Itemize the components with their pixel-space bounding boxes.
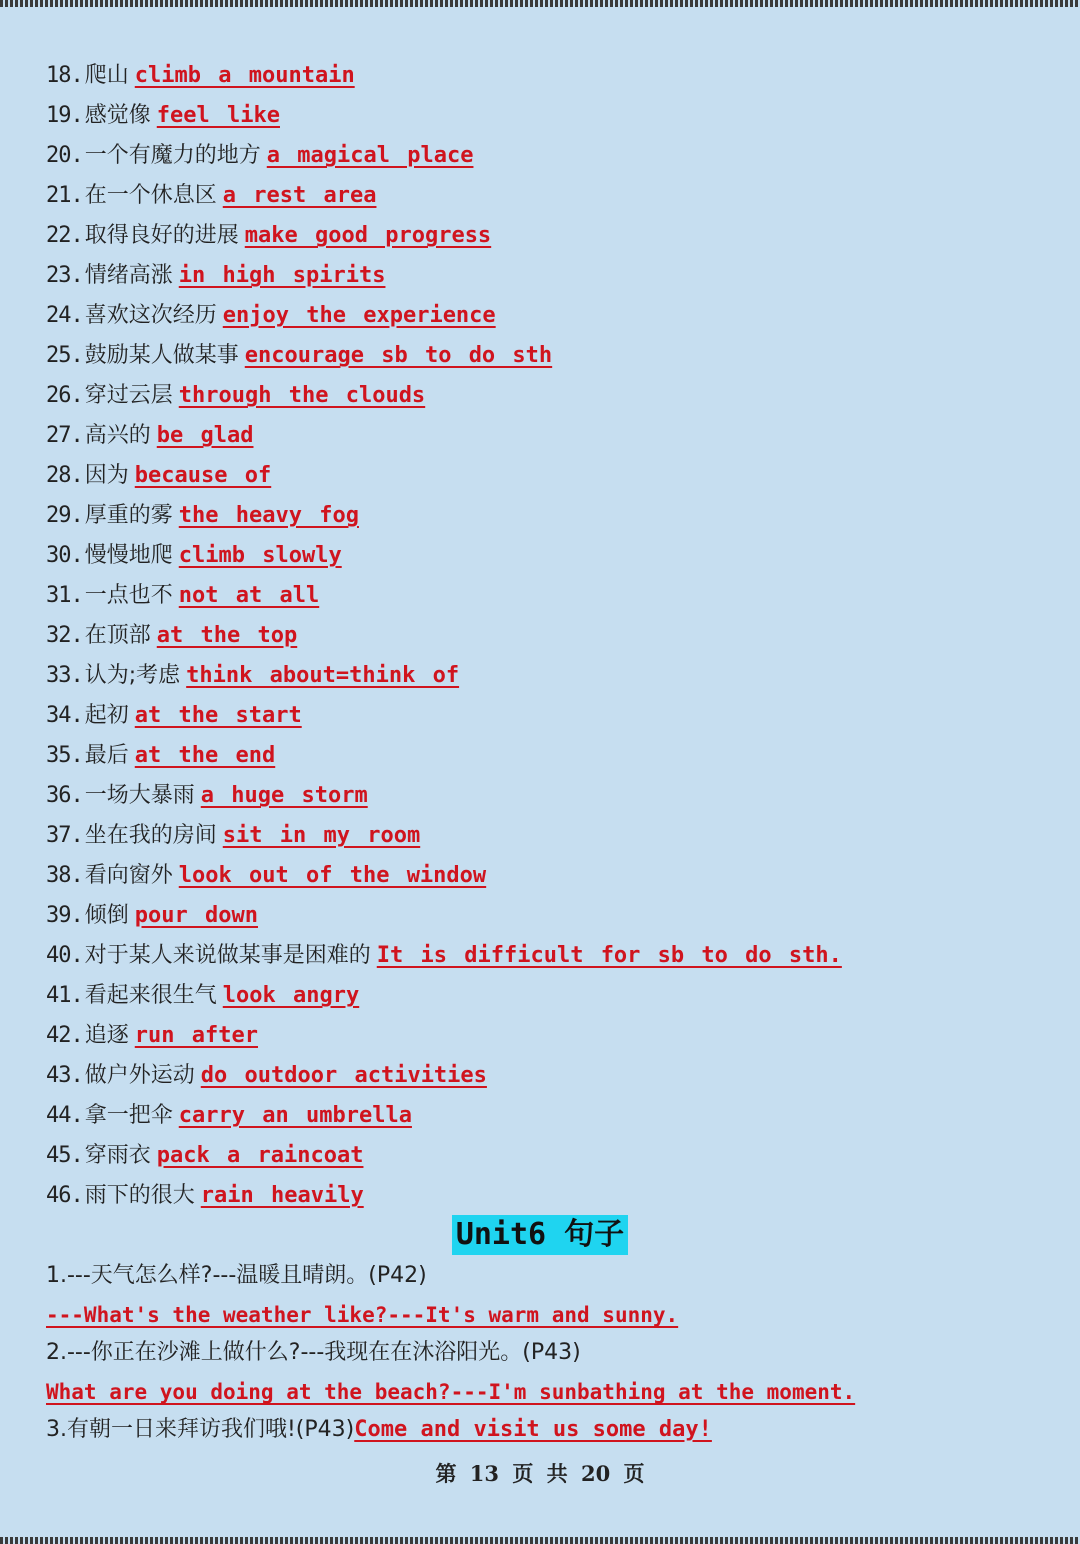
phrase-english: not at all: [178, 583, 320, 608]
phrase-chinese: 高兴的: [84, 423, 151, 448]
phrase-english: because of: [134, 463, 272, 488]
phrase-row: [46, 101, 280, 131]
phrase-english: pour down: [134, 903, 258, 928]
phrase-english: run after: [134, 1023, 258, 1048]
phrase-english: It is difficult for sb to do sth.: [376, 943, 842, 968]
phrase-number: 31.: [46, 583, 83, 608]
phrase-number: 21.: [46, 183, 83, 208]
phrase-chinese: 拿一把伞: [84, 1103, 173, 1128]
phrase-chinese: 看起来很生气: [84, 983, 217, 1008]
phrase-number: 27.: [46, 423, 83, 448]
phrase-row: [46, 821, 420, 851]
phrase-row: [46, 661, 459, 691]
phrase-chinese: 一点也不: [84, 583, 173, 608]
heading-wrap: [0, 1215, 1080, 1255]
phrase-number: 45.: [46, 1143, 83, 1168]
phrase-english: think about=think of: [186, 663, 460, 688]
sentence-2-zh: 2.---你正在沙滩上做什么?---我现在在沐浴阳光。(P43): [46, 1340, 581, 1365]
phrase-chinese: 因为: [84, 463, 129, 488]
phrase-number: 18.: [46, 63, 83, 88]
phrase-number: 43.: [46, 1063, 83, 1088]
phrase-chinese: 做户外运动: [84, 1063, 195, 1088]
phrase-english: look angry: [222, 983, 360, 1008]
phrase-english: at the end: [134, 743, 276, 768]
phrase-english: be glad: [156, 423, 254, 448]
phrase-number: 33.: [46, 663, 83, 688]
phrase-english: enjoy the experience: [222, 303, 496, 328]
phrase-number: 38.: [46, 863, 83, 888]
phrase-chinese: 爬山: [84, 63, 129, 88]
sentence-1-en: ---What's the weather like?---It's warm and sunny.: [46, 1303, 679, 1327]
top-border: [0, 0, 1080, 7]
phrase-row: [46, 181, 376, 211]
phrase-english: climb slowly: [178, 543, 342, 568]
phrase-english: climb a mountain: [134, 63, 355, 88]
phrase-row: [46, 1101, 412, 1131]
phrase-row: [46, 861, 486, 891]
phrase-chinese: 对于某人来说做某事是困难的: [84, 943, 371, 968]
phrase-row: [46, 1061, 487, 1091]
phrase-row: [46, 1141, 363, 1171]
phrase-english: through the clouds: [178, 383, 426, 408]
phrase-row: [46, 1181, 364, 1211]
phrase-row: [46, 741, 275, 771]
phrase-number: 44.: [46, 1103, 83, 1128]
phrase-number: 40.: [46, 943, 83, 968]
phrase-chinese: 厚重的雾: [84, 503, 173, 528]
phrase-english: in high spirits: [178, 263, 386, 288]
phrase-chinese: 认为;考虑: [84, 663, 181, 688]
phrase-number: 20.: [46, 143, 83, 168]
phrase-chinese: 慢慢地爬: [84, 543, 173, 568]
phrase-row: [46, 381, 425, 411]
phrase-chinese: 取得良好的进展: [84, 223, 239, 248]
phrase-english: make good progress: [244, 223, 492, 248]
section-heading: Unit6 句子: [452, 1215, 628, 1255]
phrase-english: the heavy fog: [178, 503, 359, 528]
phrase-number: 41.: [46, 983, 83, 1008]
phrase-row: [46, 461, 271, 491]
phrase-english: do outdoor activities: [200, 1063, 487, 1088]
phrase-english: look out of the window: [178, 863, 487, 888]
phrase-chinese: 在顶部: [84, 623, 151, 648]
phrase-row: [46, 221, 491, 251]
phrase-row: [46, 981, 359, 1011]
phrase-chinese: 一个有魔力的地方: [84, 143, 261, 168]
phrase-english: pack a raincoat: [156, 1143, 364, 1168]
phrase-english: encourage sb to do sth: [244, 343, 553, 368]
phrase-english: a rest area: [222, 183, 377, 208]
phrase-number: 25.: [46, 343, 83, 368]
phrase-chinese: 穿雨衣: [84, 1143, 151, 1168]
phrase-chinese: 在一个休息区: [84, 183, 217, 208]
phrase-chinese: 感觉像: [84, 103, 151, 128]
phrase-row: [46, 781, 368, 811]
phrase-number: 35.: [46, 743, 83, 768]
phrase-english: sit in my room: [222, 823, 421, 848]
phrase-chinese: 起初: [84, 703, 129, 728]
phrase-number: 32.: [46, 623, 83, 648]
phrase-chinese: 喜欢这次经历: [84, 303, 217, 328]
sentence-2-en: What are you doing at the beach?---I'm sunbathing at the moment.: [46, 1380, 856, 1404]
sentence-3-en: Come and visit us some day!: [354, 1417, 712, 1442]
phrase-number: 19.: [46, 103, 83, 128]
phrase-row: [46, 61, 355, 91]
phrase-english: rain heavily: [200, 1183, 364, 1208]
phrase-number: 46.: [46, 1183, 83, 1208]
phrase-english: at the top: [156, 623, 298, 648]
phrase-chinese: 坐在我的房间: [84, 823, 217, 848]
phrase-chinese: 一场大暴雨: [84, 783, 195, 808]
phrase-number: 39.: [46, 903, 83, 928]
phrase-english: a magical place: [266, 143, 474, 168]
phrase-row: [46, 621, 297, 651]
phrase-row: [46, 341, 552, 371]
phrase-chinese: 最后: [84, 743, 129, 768]
phrase-chinese: 情绪高涨: [84, 263, 173, 288]
phrase-chinese: 穿过云层: [84, 383, 173, 408]
phrase-number: 22.: [46, 223, 83, 248]
phrase-row: [46, 141, 473, 171]
page-footer: 第 13 页 共 20 页: [435, 1461, 645, 1486]
phrase-number: 26.: [46, 383, 83, 408]
phrase-number: 30.: [46, 543, 83, 568]
phrase-row: [46, 901, 258, 931]
phrase-number: 23.: [46, 263, 83, 288]
phrase-number: 29.: [46, 503, 83, 528]
phrase-chinese: 雨下的很大: [84, 1183, 195, 1208]
phrase-english: carry an umbrella: [178, 1103, 412, 1128]
phrase-number: 37.: [46, 823, 83, 848]
phrase-number: 36.: [46, 783, 83, 808]
phrase-row: [46, 501, 359, 531]
phrase-row: [46, 261, 385, 291]
phrase-row: [46, 301, 496, 331]
phrase-number: 34.: [46, 703, 83, 728]
phrase-number: 42.: [46, 1023, 83, 1048]
bottom-border: [0, 1537, 1080, 1544]
phrase-row: [46, 421, 253, 451]
phrase-english: at the start: [134, 703, 302, 728]
phrase-chinese: 倾倒: [84, 903, 129, 928]
phrase-row: [46, 581, 319, 611]
phrase-english: a huge storm: [200, 783, 368, 808]
sentence-1-zh: 1.---天气怎么样?---温暖且晴朗。(P42): [46, 1263, 427, 1288]
sentence-3-zh: 3.有朝一日来拜访我们哦!(P43): [46, 1417, 355, 1442]
phrase-row: [46, 701, 302, 731]
phrase-chinese: 看向窗外: [84, 863, 173, 888]
phrase-english: feel like: [156, 103, 280, 128]
phrase-row: [46, 941, 842, 971]
phrase-number: 24.: [46, 303, 83, 328]
phrase-row: [46, 1021, 258, 1051]
phrase-row: [46, 541, 342, 571]
phrase-chinese: 鼓励某人做某事: [84, 343, 239, 368]
phrase-number: 28.: [46, 463, 83, 488]
sentence-3: [46, 1415, 712, 1445]
phrase-chinese: 追逐: [84, 1023, 129, 1048]
